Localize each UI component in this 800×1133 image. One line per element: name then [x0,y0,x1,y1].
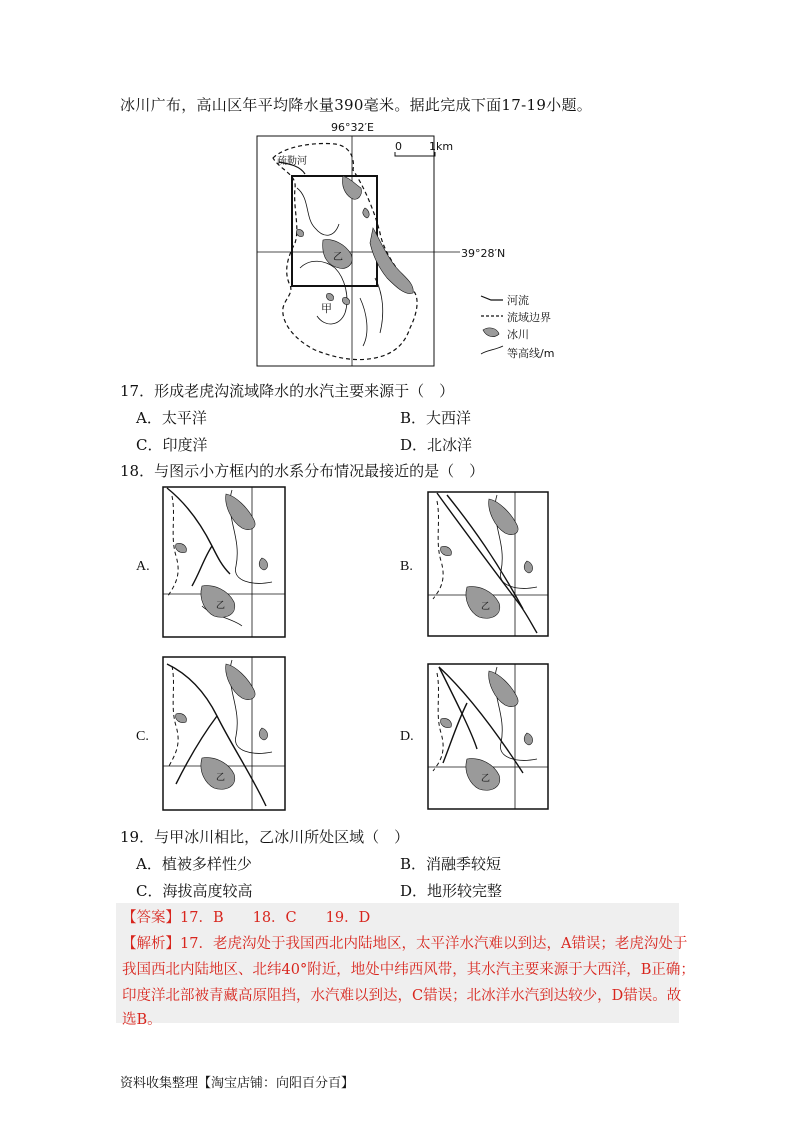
scale-zero: 0 [395,140,402,153]
q18-label-a[interactable]: A. [136,559,150,574]
glacier-yi-label: 乙 [333,252,343,263]
inset-map-a[interactable] [162,486,287,643]
intro-text: 冰川广布，高山区年平均降水量390毫米。据此完成下面17-19小题。 [120,96,593,114]
inset-map-c[interactable] [162,656,287,816]
q17-option-c[interactable]: C．印度洋 [136,436,208,454]
q19-option-b[interactable]: B．消融季较短 [400,855,502,873]
q17-option-b[interactable]: B．大西洋 [400,409,472,427]
legend-contour-symbol [481,346,503,354]
main-map [255,118,555,370]
analysis-line-1 [122,932,687,953]
answer-text: 17．B 18．C 19．D [180,910,371,926]
legend-river: 河流 [507,294,529,307]
glacier-small-2 [363,208,369,218]
analysis-line-4: 选B。 [122,1012,162,1028]
q17-option-d[interactable]: D．北冰洋 [400,436,473,454]
answer-tag: 【答案】 [122,910,180,926]
legend-glacier-symbol [483,328,499,337]
river-name-label: 疏勒河 [277,156,307,167]
glacier-jia-label: 甲 [321,302,332,315]
svg-text:乙: 乙 [481,774,491,784]
q19-option-a[interactable]: A．植被多样性少 [136,855,252,873]
q18-label-d[interactable]: D. [400,729,414,744]
analysis-line-2: 我国西北内陆地区、北纬40°附近，地处中纬西风带，其水汽主要来源于大西洋，B正确； [122,962,695,978]
legend-river-symbol [481,296,503,300]
legend-contour: 等高线/m [507,347,555,360]
q19-option-d[interactable]: D．地形较完整 [400,882,503,900]
inset-map-b[interactable] [427,491,550,642]
q18-label-c[interactable]: C. [136,729,149,744]
analysis-line-3: 印度洋北部被青藏高原阻挡，水汽难以到达，C错误；北冰洋水汽到达较少，D错误。故 [122,988,682,1004]
legend-boundary: 流域边界 [507,311,551,324]
q17-stem: 17．形成老虎沟流域降水的水汽主要来源于（ ） [120,382,455,400]
small-box [292,176,377,286]
footer-text: 资料收集整理【淘宝店铺：向阳百分百】 [120,1076,355,1091]
svg-text:乙: 乙 [481,602,491,612]
answer-line [122,906,370,927]
contour-3 [360,298,367,346]
q19-option-c[interactable]: C．海拔高度较高 [136,882,253,900]
analysis-tag: 【解析】 [122,936,180,952]
contour-2 [297,188,339,235]
glacier-small-1 [296,229,303,236]
q17-option-a[interactable]: A．太平洋 [136,409,207,427]
q18-stem: 18．与图示小方框内的水系分布情况最接近的是（ ） [120,462,485,480]
glacier-jia-2 [342,297,349,304]
legend-glacier: 冰川 [507,328,529,341]
inset-map-d[interactable] [427,663,550,815]
scale-unit: 1km [429,140,454,153]
longitude-label: 96°32′E [331,121,374,134]
svg-text:乙: 乙 [216,773,226,783]
latitude-label: 39°28′N [461,247,506,260]
analysis-text-1: 17．老虎沟处于我国西北内陆地区，太平洋水汽难以到达，A错误；老虎沟处于 [180,936,688,952]
q18-label-b[interactable]: B. [400,559,413,574]
svg-text:乙: 乙 [216,601,226,611]
q19-stem: 19．与甲冰川相比，乙冰川所处区域（ ） [120,828,410,846]
